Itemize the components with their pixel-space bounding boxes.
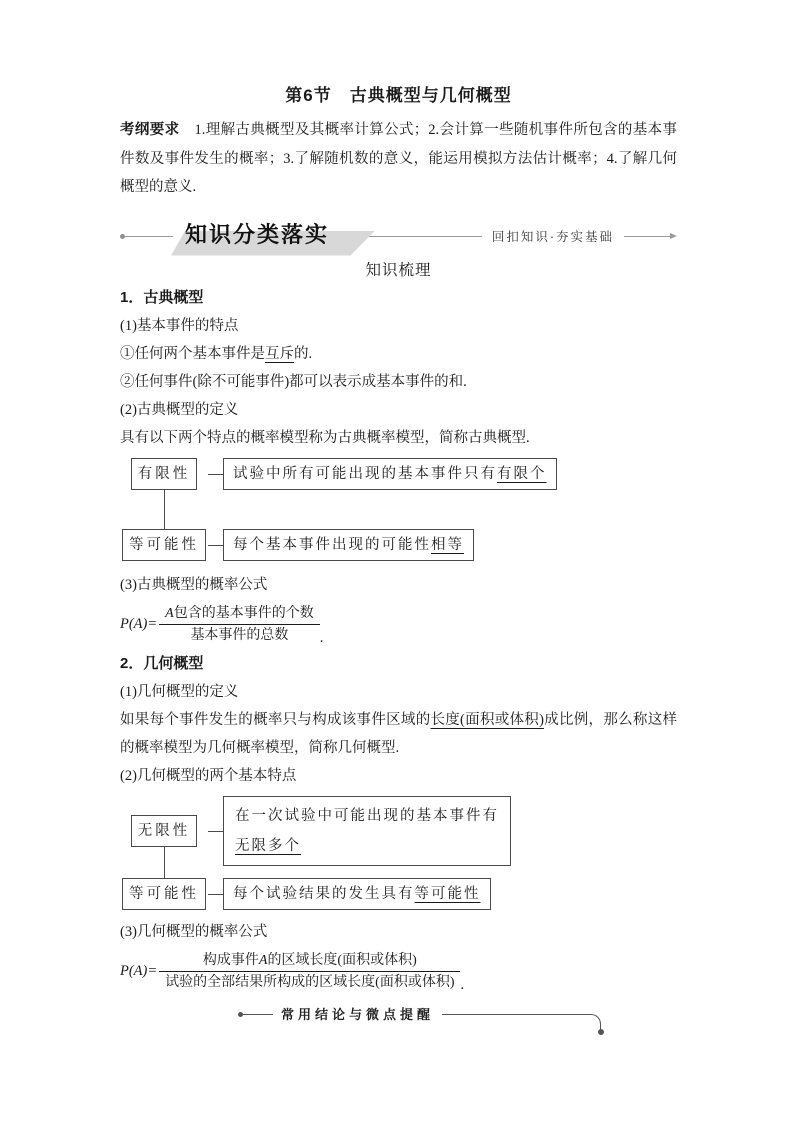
- formula-fraction: [159, 603, 320, 646]
- formula-lhs: P(A)=: [120, 616, 158, 632]
- feature-description-box: [223, 796, 511, 866]
- feature-description-box: 试验中所有可能出现的基本事件只有有限个: [223, 458, 557, 490]
- classical-feature-title: (1)基本事件的特点: [120, 318, 239, 334]
- diagram-connector-dash: [208, 831, 223, 832]
- classical-point-2: ②任何事件(除不可能事件)都可以表示成基本事件的和.: [120, 374, 467, 390]
- banner-title-block: [175, 218, 339, 249]
- diagram-connector-dash: [208, 474, 223, 475]
- formula-period: .: [460, 977, 465, 993]
- exam-requirements-paragraph: [120, 116, 677, 202]
- footer-curved-line: [442, 1014, 601, 1030]
- classical-section-heading: 1．古典概型: [120, 289, 204, 306]
- diagram-row: [120, 878, 677, 910]
- feature-label-box: 无限性: [131, 815, 198, 847]
- feature-description-box: 每个试验结果的发生具有等可能性: [223, 878, 491, 910]
- classical-point-1: ①任何两个基本事件是互斥的.: [120, 346, 313, 362]
- banner-arrow-icon: [670, 233, 677, 239]
- diagram-connector-vertical: [164, 846, 165, 878]
- formula-period: .: [319, 630, 324, 646]
- geometric-section-heading: 2．几何概型: [120, 655, 204, 672]
- feature-label-box: 有限性: [131, 458, 198, 490]
- diagram-connector-dash: [208, 894, 223, 895]
- page-title: 第6节 古典概型与几何概型: [285, 86, 512, 105]
- feature-label-box: 等可能性: [122, 529, 206, 561]
- description-line-1: 在一次试验中可能出现的基本事件有: [235, 808, 499, 824]
- knowledge-outline-heading: 知识梳理: [365, 262, 432, 279]
- classical-probability-formula: [120, 603, 677, 646]
- geometric-feature-diagram: [120, 796, 677, 910]
- geometric-def-text: 如果每个事件发生的概率只与构成该事件区域的长度(面积或体积)成比例，那么称这样的概率模型为几何概率模型，简称几何概型.: [120, 712, 677, 756]
- banner-title: 知识分类落实: [185, 221, 330, 247]
- fill-blank: 有限个: [497, 466, 547, 482]
- geometric-formula-title: (3)几何概型的概率公式: [120, 924, 268, 940]
- banner-right-text: 回扣知识·夯实基础: [491, 230, 614, 244]
- diagram-connector-vertical: [164, 490, 165, 529]
- conclusions-banner: [120, 1005, 677, 1039]
- formula-fraction: [159, 950, 460, 993]
- geometric-probability-formula: [120, 950, 677, 993]
- banner-line-segment: [125, 236, 173, 237]
- section-banner: [120, 216, 677, 256]
- formula-lhs: P(A)=: [120, 963, 158, 979]
- feature-label-box: 等可能性: [122, 878, 206, 910]
- classical-formula-title: (3)古典概型的概率公式: [120, 577, 268, 593]
- footer-line-end-dot: [598, 1029, 604, 1035]
- exam-requirements-text: 1.理解古典概型及其概率计算公式；2.会计算一些随机事件所包含的基本事件数及事件发生的概率；3.了解随机数的意义，能运用模拟方法估计概率；4.了解几何概型的意义.: [120, 122, 678, 195]
- classical-def-text: 具有以下两个特点的概率模型称为古典概率模型，简称古典概型.: [120, 430, 530, 446]
- footer-line-segment: [243, 1014, 273, 1015]
- fraction-numerator: A包含的基本事件的个数: [165, 606, 314, 621]
- geometric-def-title: (1)几何概型的定义: [120, 684, 239, 700]
- conclusions-banner-title: 常用结论与微点提醒: [281, 1007, 435, 1022]
- fill-blank: 长度(面积或体积): [430, 712, 544, 728]
- fill-blank: 相等: [431, 537, 464, 553]
- geometric-feature-title: (2)几何概型的两个基本特点: [120, 768, 297, 784]
- diagram-connector-dash: [208, 545, 223, 546]
- fill-blank: 等可能性: [414, 886, 481, 902]
- fraction-denominator: 试验的全部结果所构成的区域长度(面积或体积): [159, 971, 460, 993]
- fraction-numerator: 构成事件A的区域长度(面积或体积): [202, 953, 417, 968]
- fill-blank: 无限多个: [235, 838, 301, 854]
- diagram-row: [120, 796, 677, 866]
- feature-description-box: 每个基本事件出现的可能性相等: [223, 529, 474, 561]
- exam-requirements-label: 考纲要求: [120, 122, 180, 138]
- classical-def-title: (2)古典概型的定义: [120, 402, 239, 418]
- diagram-row: [120, 458, 677, 490]
- classical-feature-diagram: [120, 458, 677, 561]
- description-line-2: [235, 831, 499, 861]
- banner-line-segment: [624, 236, 670, 237]
- fraction-denominator: 基本事件的总数: [159, 624, 320, 646]
- diagram-row: [120, 529, 677, 561]
- fill-blank: 互斥: [265, 346, 294, 362]
